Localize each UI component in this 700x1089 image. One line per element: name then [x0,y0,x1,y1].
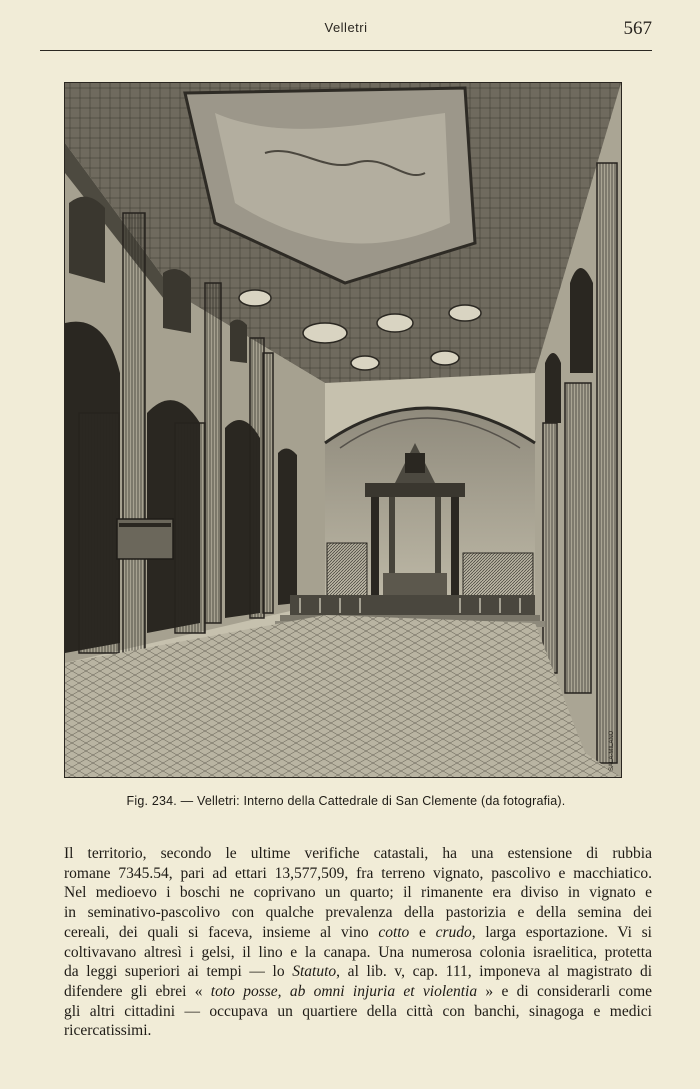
body-line-text: cereali, dei quali si faceva, insieme al vino [64,923,379,941]
body-paragraph [64,844,652,1041]
body-line-text: e [409,923,436,941]
italic-statuto: Statuto [292,963,337,981]
body-line: in seminativo-pascolivo con qualche prevalenza della pastorizia e della semina dei [64,904,652,922]
body-line-text: , al lib. v, cap. 111, imponeva al magistrato di [336,963,652,981]
engraver-signature: SALA-MILANO [609,730,615,771]
body-line-text: difendere gli ebrei « [64,982,211,1000]
page-number: 567 [623,18,652,39]
running-head [40,18,652,46]
italic-cotto: cotto [378,923,410,941]
cathedral-interior-engraving [64,82,622,778]
running-title: Velletri [324,20,368,35]
italic-crudo: crudo [435,923,472,941]
body-line: coltivavano altresì i gelsi, il lino e la canapa. Una numerosa colonia israelitica, protetta [64,943,652,961]
italic-latin-quote: toto posse, ab omni injuria et violentia [210,982,478,1000]
body-line: gli altri cittadini — occupava un quartiere della città con banchi, sinagoga e medici [64,1002,652,1020]
figure-caption: Fig. 234. — Velletri: Interno della Cattedrale di San Clemente (da fotografia). [126,794,566,808]
body-line [64,982,652,1002]
body-line-text: » e di considerarli come [477,982,653,1000]
body-line: Il territorio, secondo le ultime verifiche catastali, ha una estensione di rubbia [64,845,652,862]
body-line [64,923,652,943]
body-line: ricercatissimi. [64,1022,152,1040]
body-line [64,962,652,982]
body-line: romane 7345.54, pari ad ettari 13,577,509, fra terreno vignato, pascolivo e macchiatico. [64,864,652,882]
header-rule [40,50,652,51]
body-line-text: da leggi superiori ai tempi — lo [64,963,293,981]
body-line: Nel medioevo i boschi ne coprivano un quarto; il rimanente era diviso in vignato e [64,884,652,902]
cathedral-interior-engraving-icon [65,83,621,777]
body-line-text: , larga esportazione. Vi si [471,923,652,941]
